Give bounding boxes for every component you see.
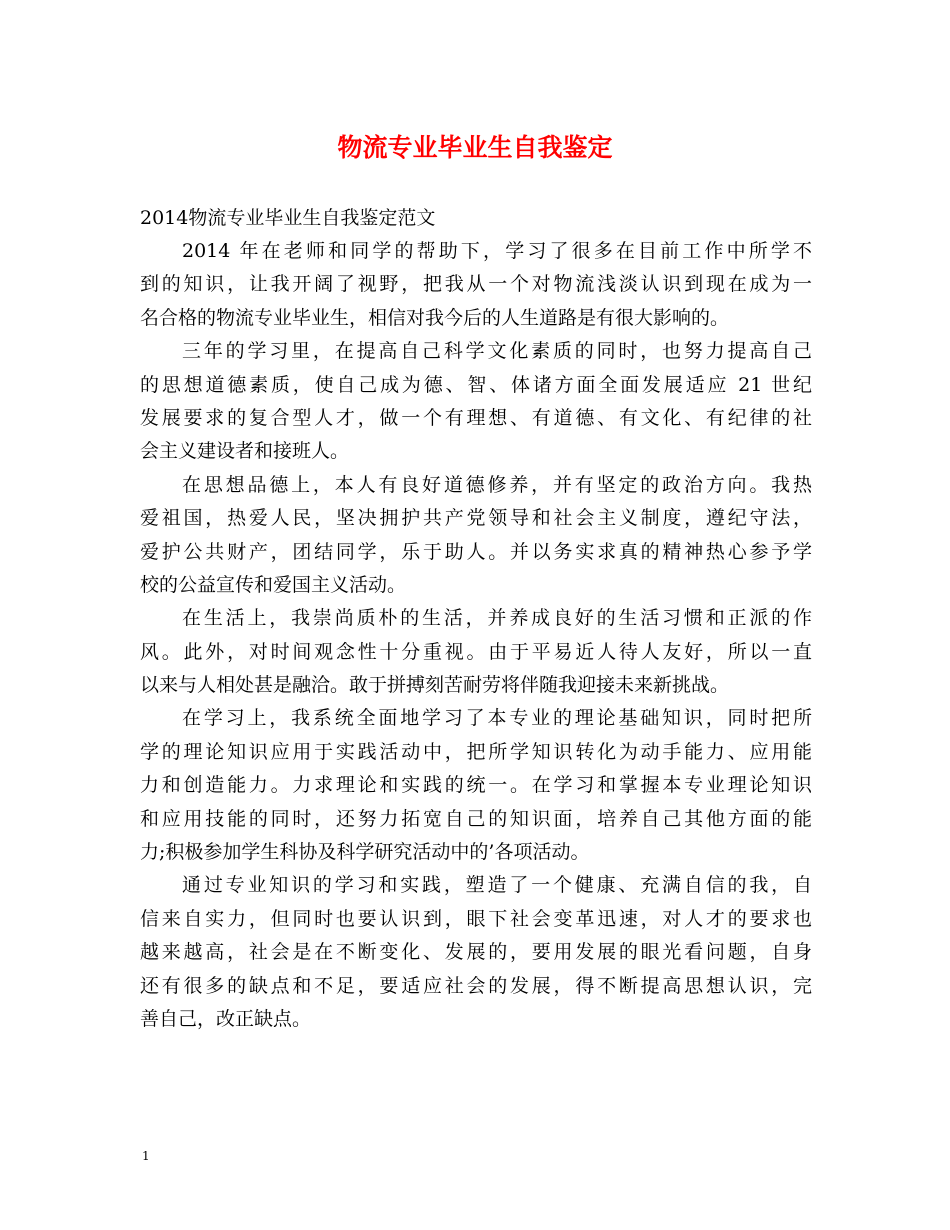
text-line: 在学习上，我系统全面地学习了本专业的理论基础知识，同时把所 [182, 707, 812, 730]
text-line: 名合格的物流专业毕业生，相信对我今后的人生道路是有很大影响的。 [140, 306, 730, 329]
text-line: 力;积极参加学生科协及科学研究活动中的’各项活动。 [140, 841, 590, 864]
text-line: 还有很多的缺点和不足，要适应社会的发展，得不断提高思想认识，完 [140, 974, 812, 997]
text-line: 到的知识，让我开阔了视野，把我从一个对物流浅淡认识到现在成为一 [140, 273, 812, 296]
text-line: 力和创造能力。力求理论和实践的统一。在学习和掌握本专业理论知识 [140, 774, 812, 797]
paragraph [140, 335, 812, 469]
paragraph [140, 469, 812, 603]
text-line: 通过专业知识的学习和实践，塑造了一个健康、充满自信的我，自 [182, 874, 812, 897]
text-line: 以来与人相处甚是融洽。敢于拼搏刻苦耐劳将伴随我迎接未来新挑战。 [140, 674, 730, 697]
text-line: 在思想品德上，本人有良好道德修养，并有坚定的政治方向。我热 [182, 473, 812, 496]
text-line: 发展要求的复合型人才，做一个有理想、有道德、有文化、有纪律的社 [140, 406, 812, 429]
text-line: 风。此外，对时间观念性十分重视。由于平易近人待人友好，所以一直 [140, 640, 812, 663]
document-body [140, 202, 812, 1036]
text-line: 在生活上，我崇尚质朴的生活，并养成良好的生活习惯和正派的作 [182, 607, 812, 630]
document-title: 物流专业毕业生自我鉴定 [337, 133, 613, 162]
text-line: 2014 年在老师和同学的帮助下，学习了很多在目前工作中所学不 [182, 240, 812, 262]
text-line: 会主义建设者和接班人。 [140, 440, 350, 463]
paragraph [140, 235, 812, 335]
text-line: 越来越高，社会是在不断变化、发展的，要用发展的眼光看问题，自身 [140, 941, 812, 964]
text-line: 爱祖国，热爱人民，坚决拥护共产党领导和社会主义制度，遵纪守法， [140, 507, 812, 530]
text-line: 爱护公共财产，团结同学，乐于助人。并以务实求真的精神热心参予学 [140, 540, 812, 563]
text-line: 的思想道德素质，使自己成为德、智、体诸方面全面发展适应 21 世纪 [140, 373, 812, 396]
text-line: 校的公益宣传和爱国主义活动。 [140, 573, 407, 596]
paragraph [140, 869, 812, 1036]
text-line: 和应用技能的同时，还努力拓宽自己的知识面，培养自己其他方面的能 [140, 807, 812, 830]
page-number: 1 [142, 1149, 150, 1163]
text-line: 信来自实力，但同时也要认识到，眼下社会变革迅速，对人才的要求也 [140, 907, 812, 930]
paragraph [140, 602, 812, 702]
paragraph [140, 702, 812, 869]
document-subtitle: 2014物流专业毕业生自我鉴定范文 [140, 207, 436, 229]
text-line: 学的理论知识应用于实践活动中，把所学知识转化为动手能力、应用能 [140, 740, 812, 763]
text-line: 善自己，改正缺点。 [140, 1007, 312, 1030]
text-line: 三年的学习里，在提高自己科学文化素质的同时，也努力提高自己 [182, 340, 812, 363]
